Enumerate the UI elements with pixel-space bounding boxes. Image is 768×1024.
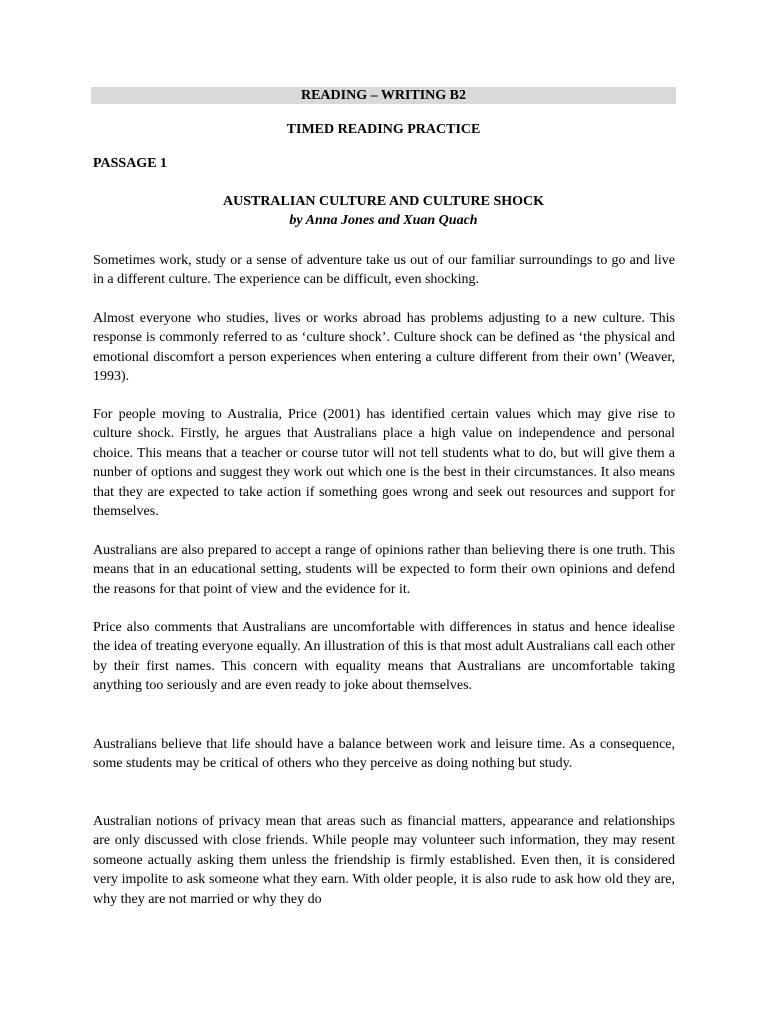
header-banner-title: READING – WRITING B2 [300,88,467,103]
paragraph-1: Sometimes work, study or a sense of adventure take us out of our familiar surroundings to go and live in a different culture. The experience can be difficult, even shocking. [93,253,675,288]
paragraph-5: Price also comments that Australians are uncomfortable with differences in status and hence idealise the idea of treating everyone equally. An illustration of this is that most adult Australians call each other by their first names. This concern with equality means that Australians are uncomfortable taking anything too seriously and are even ready to joke about themselves. [93,620,675,694]
paragraph-7: Australian notions of privacy mean that areas such as financial matters, appearance and relationships are only discussed with close friends. While people may volunteer such information, they may resent someone actually asking them unless the friendship is firmly established. Even then, it is considered very impolite to ask someone what they earn. With older people, it is also rude to ask how old they are, why they are not married or why they do [93,814,675,907]
practice-subtitle: TIMED READING PRACTICE [286,122,481,137]
article-byline: by Anna Jones and Xuan Quach [289,213,478,228]
paragraph-2: Almost everyone who studies, lives or works abroad has problems adjusting to a new culture. This response is commonly referred to as ‘culture shock’. Culture shock can be defined as ‘the physical and emotional discomfort a person experiences when entering a culture different from their own’ (Weaver, 1993). [93,311,675,385]
paragraph-3: For people moving to Australia, Price (2001) has identified certain values which may give rise to culture shock. Firstly, he argues that Australians place a high value on independence and personal choice. This means that a teacher or course tutor will not tell students what to do, but will give them a nunber of options and suggest they work out which one is the best in their circumstances. It also means that they are expected to take action if something goes wrong and seek out resources and support for themselves. [93,407,675,520]
passage-label: PASSAGE 1 [93,156,168,171]
paragraph-6: Australians believe that life should have a balance between work and leisure time. As a consequence, some students may be critical of others who they perceive as doing nothing but study. [93,737,675,772]
article-title: AUSTRALIAN CULTURE AND CULTURE SHOCK [222,194,545,209]
paragraph-4: Australians are also prepared to accept a range of opinions rather than believing there is one truth. This means that in an educational setting, students will be expected to form their own opinions and defend the reasons for that point of view and the evidence for it. [93,543,675,597]
